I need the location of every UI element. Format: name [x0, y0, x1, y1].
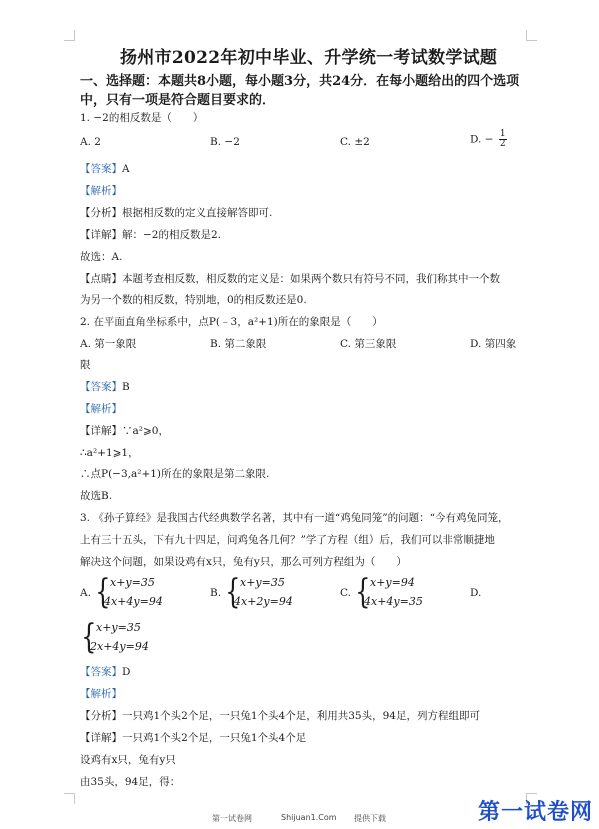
- q2-xiangjie: [80, 423, 169, 438]
- q1-dianjing-line1: [80, 271, 500, 286]
- q2-step2: ∴点P(−3,a²+1)所在的象限是第二象限.: [80, 468, 270, 480]
- q2-option-a: A. 第一象限: [80, 338, 137, 350]
- section-heading-line2: 中，只有一项是符合题目要求的．: [80, 93, 276, 108]
- q1-stem: 1. −2的相反数是（ ）: [80, 112, 204, 124]
- crop-mark-top-left: [64, 30, 75, 41]
- q2-conclusion: 故选B.: [80, 490, 113, 502]
- q2-analysis-tag: 【解析】: [80, 403, 122, 415]
- fenxi-text: 根据相反数的定义直接解答即可.: [122, 207, 273, 219]
- q3-option-a-brace: {: [95, 572, 111, 612]
- answer-value: A: [122, 163, 130, 175]
- q3-stem-line1: 3. 《孙子算经》是我国古代经典数学名著，其中有一道“鸡兔同笼”的问题：“今有鸡兔同笼，: [80, 512, 509, 524]
- crop-mark-bottom-left: [64, 793, 75, 804]
- xiangjie-text: ∵a²⩾0，: [122, 425, 169, 437]
- q3-option-d-label: D.: [470, 587, 482, 599]
- q3-fenxi: [80, 708, 480, 723]
- q2-stem: 2. 在平面直角坐标系中，点P(﹣3，a²+1)所在的象限是（ ）: [80, 316, 383, 328]
- fraction-denominator: 2: [499, 139, 506, 149]
- xiangjie-text: 解：−2的相反数是2.: [122, 229, 221, 241]
- q1-option-b: B. −2: [210, 136, 240, 148]
- answer-tag: 【答案】: [80, 381, 122, 393]
- xiangjie-tag: 【详解】: [80, 229, 122, 241]
- xiangjie-text: 一只鸡1个头2个足，一只兔1个头4个足: [122, 732, 307, 744]
- q1-conclusion: 故选：A.: [80, 251, 123, 263]
- q3-option-d-brace: {: [81, 617, 97, 657]
- q3-option-b-eq2: 4x+2y=94: [234, 595, 293, 608]
- fraction-numerator: 1: [499, 129, 506, 139]
- q3-option-b-label: B.: [210, 587, 222, 599]
- q1-option-d-fraction: [499, 130, 507, 149]
- q1-analysis-tag: 【解析】: [80, 185, 122, 197]
- q1-dianjing-line2: 为另一个数的相反数，特别地，0的相反数还是0.: [80, 294, 307, 306]
- watermark-logo: 第一试卷网: [478, 800, 594, 825]
- section-heading-line1: 一、选择题：本题共8小题，每小题3分，共24分．在每小题给出的四个选项: [80, 74, 520, 89]
- fenxi-tag: 【分析】: [80, 710, 122, 722]
- answer-tag: 【答案】: [80, 666, 122, 678]
- fenxi-text: 一只鸡1个头2个足，一只兔1个头4个足，利用共35头，94足，列方程组即可: [122, 710, 480, 722]
- fenxi-tag: 【分析】: [80, 207, 122, 219]
- footer-mid: Shijuan1.Com: [281, 813, 337, 822]
- answer-tag: 【答案】: [80, 163, 122, 175]
- q3-analysis-tag: 【解析】: [80, 688, 122, 700]
- xiangjie-tag: 【详解】: [80, 425, 122, 437]
- q2-answer: [80, 379, 130, 394]
- dianjing-tag: 【点睛】: [80, 273, 122, 285]
- q1-option-d: [470, 130, 507, 149]
- dianjing-text: 本题考查相反数，相反数的定义是：如果两个数只有符号不同，我们称其中一个数: [122, 273, 500, 285]
- xiangjie-tag: 【详解】: [80, 732, 122, 744]
- q3-option-b-brace: {: [225, 572, 241, 612]
- q3-option-a-eq2: 4x+4y=94: [104, 595, 163, 608]
- q3-option-c-eq2: 4x+4y=35: [364, 595, 423, 608]
- q1-xiangjie: [80, 227, 221, 242]
- q3-option-c-label: C.: [340, 587, 351, 599]
- q1-answer: [80, 161, 130, 176]
- q3-step2: 由35头，94足，得：: [80, 776, 181, 788]
- q3-option-d-eq1: x+y=35: [96, 621, 141, 634]
- footer-left: 第一试卷网: [212, 814, 252, 823]
- q3-option-c-eq1: x+y=94: [370, 576, 415, 589]
- q1-option-d-prefix: D. −: [470, 133, 494, 146]
- q3-stem-line2: 上有三十五头，下有九十四足，问鸡兔各几何？”学了方程（组）后，我们可以非常顺捷地: [80, 534, 495, 546]
- crop-mark-top-right: [526, 30, 537, 41]
- q3-step1: 设鸡有x只，兔有y只: [80, 754, 176, 766]
- q1-fenxi: [80, 205, 272, 220]
- q3-option-a-eq1: x+y=35: [110, 576, 155, 589]
- q3-stem-line3: 解决这个问题，如果设鸡有x只，兔有y只，那么可列方程组为（ ）: [80, 556, 407, 568]
- q2-option-b: B. 第二象限: [210, 338, 267, 350]
- q3-answer: [80, 664, 130, 679]
- q2-step1: ∴a²+1⩾1，: [80, 447, 139, 459]
- q2-option-c: C. 第三象限: [340, 338, 397, 350]
- q3-option-c-brace: {: [355, 572, 371, 612]
- answer-value: B: [122, 381, 130, 393]
- q2-option-d: D. 第四象: [470, 338, 517, 350]
- q1-option-a: A. 2: [80, 136, 101, 148]
- q1-option-c: C. ±2: [340, 136, 370, 148]
- q2-option-d-wrap: 限: [80, 359, 91, 371]
- page-title: 扬州市2022年初中毕业、升学统一考试数学试题: [120, 48, 498, 68]
- answer-value: D: [122, 666, 131, 678]
- q3-option-a-label: A.: [80, 587, 91, 599]
- q3-option-b-eq1: x+y=35: [240, 576, 285, 589]
- q3-xiangjie: [80, 730, 306, 745]
- footer-right: 提供下载: [354, 814, 386, 823]
- q3-option-d-eq2: 2x+4y=94: [90, 640, 149, 653]
